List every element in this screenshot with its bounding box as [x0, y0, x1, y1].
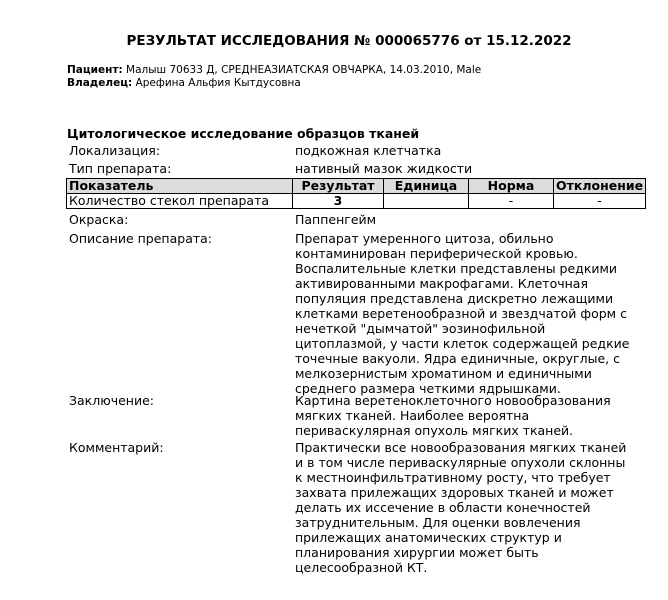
table-header-row: [67, 179, 646, 194]
comment-value: Практически все новообразования мягких тканей и в том числе периваскулярные опухоли склонны к местноинфильтративному росту, что требует захвата прилежащих здоровых тканей и может делать их иссечение в области конечностей затруднительным. Для оценки вовлечения прилежащих анатомических структур и планирования хирургии может быть целесообразной КТ.: [295, 440, 627, 575]
cell-unit: [384, 194, 469, 209]
cell-result: 3: [293, 194, 384, 209]
patient-line: [67, 64, 481, 77]
table-row: [67, 194, 646, 209]
patient-label: Пациент:: [67, 64, 123, 76]
cell-norm: -: [469, 194, 554, 209]
header-indicator: Показатель: [67, 179, 293, 194]
header-result: Результат: [293, 179, 384, 194]
conclusion-label: Заключение:: [69, 393, 155, 408]
localization-label: Локализация:: [69, 143, 161, 158]
localization-value: подкожная клетчатка: [295, 143, 442, 158]
header-norm: Норма: [469, 179, 554, 194]
report-title: РЕЗУЛЬТАТ ИССЛЕДОВАНИЯ № 000065776 от 15.12.2022: [126, 33, 572, 49]
owner-line: [67, 77, 481, 90]
stain-label: Окраска:: [69, 212, 129, 227]
cell-indicator: Количество стекол препарата: [67, 194, 293, 209]
owner-label: Владелец:: [67, 77, 133, 89]
conclusion-value: Картина веретеноклеточного новообразования мягких тканей. Наиболее вероятна периваскулярная опухоль мягких тканей.: [295, 393, 611, 438]
patient-info: [67, 64, 481, 90]
results-table: [66, 178, 646, 209]
header-deviation: Отклонение: [554, 179, 646, 194]
section-title: Цитологическое исследование образцов тканей: [67, 126, 420, 141]
prep-type-label: Тип препарата:: [69, 161, 172, 176]
stain-value: Паппенгейм: [295, 212, 377, 227]
description-value: Препарат умеренного цитоза, обильно контаминирован периферической кровью. Воспалительные клетки представлены редкими активированными макрофагами. Клеточная популяция представлена дискретно лежащими клетками веретенообразной и звездчатой форм с нечеткой "дымчатой" эозинофильной цитоплазмой, у части клеток содержащей редкие точечные вакуоли. Ядра единичные, округлые, с мелкозернистым хроматином и единичными среднего размера четкими ядрышками.: [295, 231, 630, 396]
description-label: Описание препарата:: [69, 231, 213, 246]
header-unit: Единица: [384, 179, 469, 194]
patient-value: Малыш 70633 Д, СРЕДНЕАЗИАТСКАЯ ОВЧАРКА, 14.03.2010, Male: [126, 64, 482, 76]
cell-deviation: -: [554, 194, 646, 209]
owner-value: Арефина Альфия Кытдусовна: [135, 77, 301, 89]
prep-type-value: нативный мазок жидкости: [295, 161, 473, 176]
comment-label: Комментарий:: [69, 440, 164, 455]
